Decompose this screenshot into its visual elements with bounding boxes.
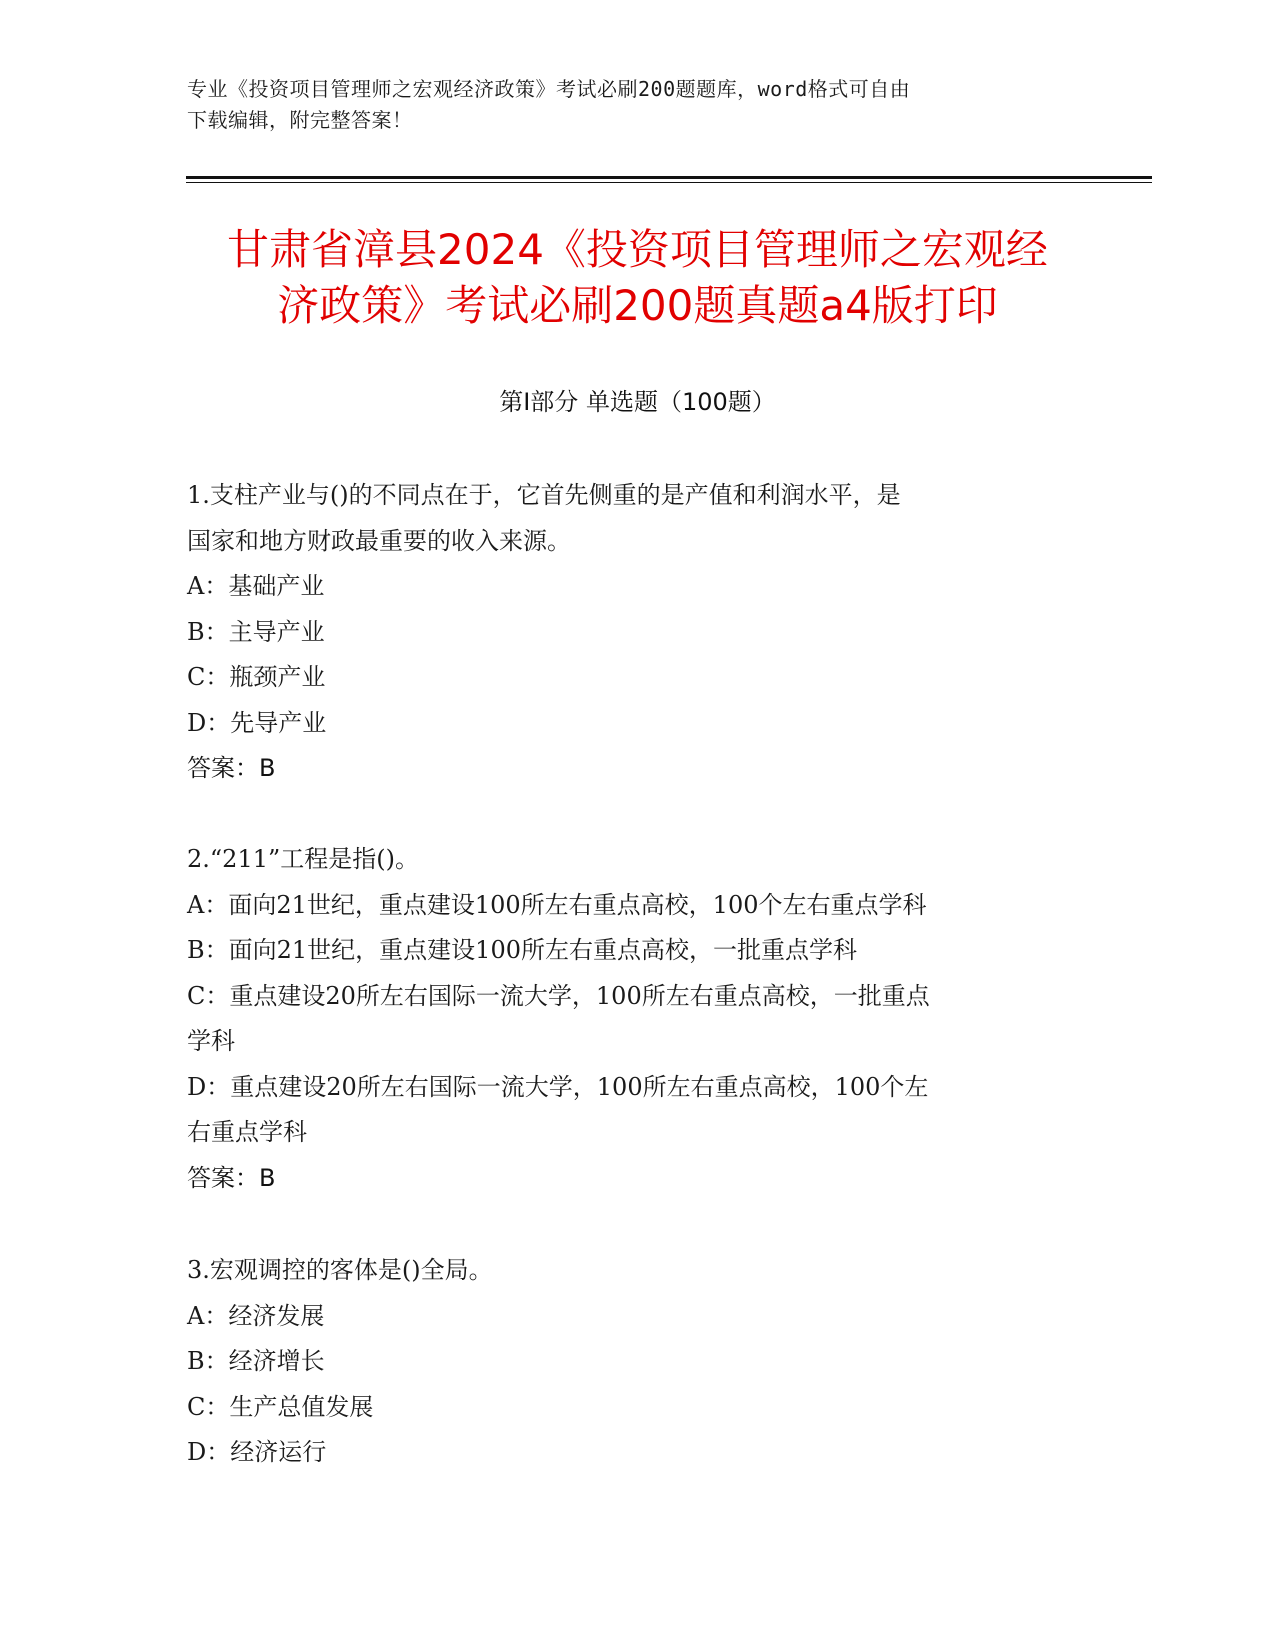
- option-b: B：面向21世纪，重点建设100所左右重点高校，一批重点学科: [187, 936, 857, 964]
- document-title-line-2: 济政策》考试必刷200题真题a4版打印: [277, 281, 998, 330]
- header-note-line-2: 下载编辑，附完整答案！: [187, 108, 413, 132]
- option-a: A：经济发展: [187, 1301, 325, 1330]
- option-b: B：经济增长: [187, 1347, 325, 1375]
- option-a: A：基础产业: [187, 572, 325, 600]
- option-c: C：重点建设20所左右国际一流大学，100所左右重点高校，一批重点: [187, 981, 930, 1010]
- question-3: [187, 1248, 1087, 1476]
- option-c-continued: 学科: [187, 1027, 235, 1055]
- question-stem-line: 3.宏观调控的客体是()全局。: [187, 1256, 493, 1284]
- option-d: D：先导产业: [187, 708, 327, 737]
- answer-line: 答案：B: [187, 754, 276, 782]
- option-c: C：瓶颈产业: [187, 663, 326, 691]
- document-title: [140, 222, 1135, 334]
- header-note: [187, 74, 1087, 136]
- option-a: A：面向21世纪，重点建设100所左右重点高校，100个左右重点学科: [187, 890, 927, 919]
- header-divider-thin: [186, 182, 1152, 183]
- option-d-continued: 右重点学科: [187, 1118, 307, 1146]
- option-d: D：重点建设20所左右国际一流大学，100所左右重点高校，100个左: [187, 1072, 929, 1101]
- question-1: [187, 473, 1087, 792]
- header-note-line-1: 专业《投资项目管理师之宏观经济政策》考试必刷200题题库，word格式可自由: [187, 77, 911, 101]
- question-2: [187, 837, 1087, 1201]
- question-stem-line: 国家和地方财政最重要的收入来源。: [187, 526, 571, 555]
- header-divider-thick: [186, 176, 1152, 179]
- question-stem-line: 1.支柱产业与()的不同点在于，它首先侧重的是产值和利润水平，是: [187, 481, 901, 509]
- option-b: B：主导产业: [187, 617, 325, 646]
- option-c: C：生产总值发展: [187, 1392, 374, 1421]
- option-d: D：经济运行: [187, 1438, 327, 1466]
- question-stem-line: 2.“211”工程是指()。: [187, 845, 419, 873]
- answer-line: 答案：B: [187, 1163, 276, 1192]
- section-title: 第I部分 单选题（100题）: [499, 388, 776, 416]
- document-title-line-1: 甘肃省漳县2024《投资项目管理师之宏观经: [227, 225, 1048, 274]
